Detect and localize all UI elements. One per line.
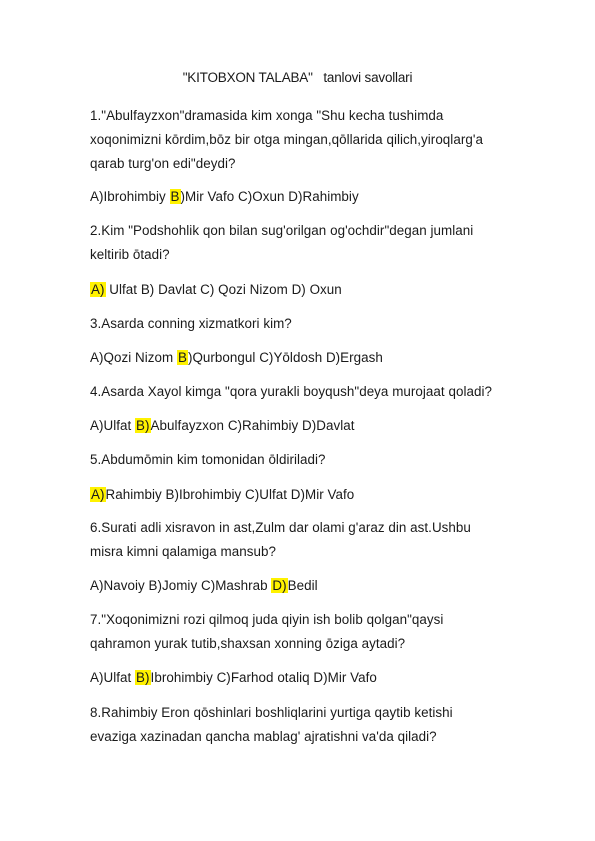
question-1-options <box>90 189 359 204</box>
question-6-line-1: 6.Surati adli xisravon in ast,Zulm dar olami g'araz din ast.Ushbu <box>90 520 471 535</box>
answer-highlight: B <box>177 350 187 365</box>
answer-highlight: B <box>170 189 180 204</box>
question-7-line-2: qahramon yurak tutib,shaxsan xonning ōziga aytadi? <box>90 636 406 651</box>
option-text: Rahimbiy B)Ibrohimbiy C)Ulfat D)Mir Vafo <box>105 487 355 502</box>
question-4-line-1: 4.Asarda Xayol kimga "qora yurakli boyqush"deya murojaat qoladi? <box>90 384 493 399</box>
option-text: )Qurbongul C)Yōldosh D)Ergash <box>187 350 383 365</box>
question-5-options <box>90 487 354 502</box>
question-2-line-2: keltirib ōtadi? <box>90 247 170 262</box>
answer-highlight: A) <box>91 282 105 297</box>
answer-highlight: B) <box>136 418 150 433</box>
question-4-options <box>90 418 355 433</box>
question-6-line-2: misra kimni qalamiga mansub? <box>90 544 276 559</box>
option-text: Ibrohimbiy C)Farhod otaliq D)Mir Vafo <box>150 670 377 685</box>
question-8-line-1: 8.Rahimbiy Eron qōshinlari boshliqlarini yurtiga qaytib ketishi <box>90 705 453 720</box>
answer-highlight: D) <box>272 578 287 593</box>
question-7-line-1: 7."Xoqonimizni rozi qilmoq juda qiyin ish bolib qolgan"qaysi <box>90 612 444 627</box>
question-7-options <box>90 670 377 685</box>
option-text: Abulfayzxon C)Rahimbiy D)Davlat <box>150 418 355 433</box>
option-text: Bedil <box>287 578 318 593</box>
option-text: Ulfat B) Davlat C) Qozi Nizom D) Oxun <box>105 282 342 297</box>
answer-highlight: A) <box>91 487 105 502</box>
question-3-options <box>90 350 383 365</box>
option-text: A)Ulfat <box>90 670 136 685</box>
question-6-options <box>90 578 318 593</box>
question-8-line-2: evaziga xazinadan qancha mablag' ajratishni va'da qiladi? <box>90 729 437 744</box>
title-rest-part: tanlovi savollari <box>323 70 413 85</box>
option-text: A)Navoiy B)Jomiy C)Mashrab <box>90 578 272 593</box>
option-text: A)Ulfat <box>90 418 136 433</box>
question-1-line-3: qarab turg'on edi"deydi? <box>90 156 236 171</box>
option-text: A)Ibrohimbiy <box>90 189 170 204</box>
question-1-line-2: xoqonimizni kōrdim,bōz bir otga mingan,qōllarida qilich,yiroqlarg'a <box>90 132 483 147</box>
question-2-options <box>90 282 342 297</box>
question-1-line-1: 1."Abulfayzxon"dramasida kim xonga "Shu kecha tushimda <box>90 108 444 123</box>
question-3-line-1: 3.Asarda conning xizmatkori kim? <box>90 316 292 331</box>
document-title <box>0 70 595 85</box>
option-text: )Mir Vafo C)Oxun D)Rahimbiy <box>180 189 359 204</box>
question-2-line-1: 2.Kim "Podshohlik qon bilan sug'orilgan og'ochdir"degan jumlani <box>90 223 474 238</box>
title-quoted-part: "KITOBXON TALABA" <box>182 70 313 85</box>
answer-highlight: B) <box>136 670 150 685</box>
option-text: A)Qozi Nizom <box>90 350 177 365</box>
question-5-line-1: 5.Abdumōmin kim tomonidan ōldiriladi? <box>90 452 326 467</box>
